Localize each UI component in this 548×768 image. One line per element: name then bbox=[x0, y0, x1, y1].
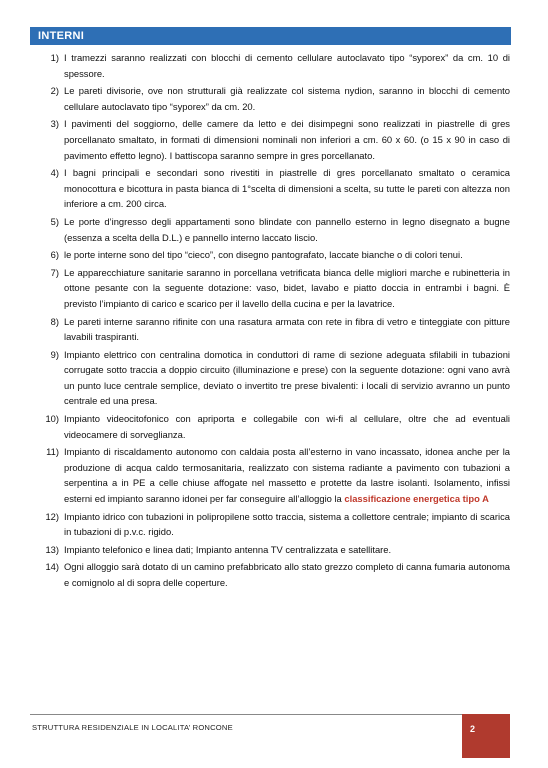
item-number: 13) bbox=[45, 543, 59, 555]
section-header: INTERNI bbox=[30, 27, 511, 45]
list-item bbox=[36, 314, 510, 345]
list-item bbox=[36, 83, 510, 114]
item-number: 5) bbox=[50, 215, 59, 227]
item-number: 8) bbox=[50, 315, 59, 327]
item-number: 12) bbox=[45, 510, 59, 522]
item-text bbox=[64, 444, 510, 506]
footer-divider bbox=[30, 714, 462, 715]
item-number: 4) bbox=[50, 167, 59, 179]
footer-title: STRUTTURA RESIDENZIALE IN LOCALITA’ RONCONE bbox=[32, 723, 233, 732]
list-item bbox=[36, 214, 510, 245]
list-item bbox=[36, 559, 510, 590]
item-number: 14) bbox=[45, 561, 59, 573]
list-item bbox=[36, 509, 510, 540]
item-text-body: Impianto di riscaldamento autonomo con caldaia posta all’esterno in vano incassato, idonea anche per la produzione di acqua caldo termosanitaria, realizzato con sistema radiante a pavimento con tubazioni a serpentina a in PE a celle chiuse affogate nel massetto e protette da lastre isolanti. Isolamento, infissi esterni ed impianto saranno idonei per far conseguire all’alloggio la bbox=[64, 446, 510, 505]
item-number: 2) bbox=[50, 85, 59, 97]
item-text: Le pareti divisorie, ove non strutturali già realizzate col sistema nydion, saranno in blocchi di cemento cellulare autoclavato tipo “syporex” da cm. 20. bbox=[64, 85, 510, 112]
list-item bbox=[36, 165, 510, 212]
list-item bbox=[36, 347, 510, 409]
list-item bbox=[36, 116, 510, 163]
list-item bbox=[36, 265, 510, 312]
item-number: 1) bbox=[50, 52, 59, 63]
item-number: 11) bbox=[46, 446, 59, 458]
list-item bbox=[36, 247, 510, 263]
list-item bbox=[36, 50, 510, 81]
item-number: 10) bbox=[45, 413, 59, 425]
item-text: Impianto elettrico con centralina domotica in conduttori di rame di sezione adeguata sfilabili in tubazioni corrugate sotto traccia a doppio circuito (illuminazione e prese) con la seguente dotazione: ogni vano avrà un punto luce centrale semplice, deviato o invertito tre prese bivalenti: i locali di servizio avranno un punto centrale ed una presa. bbox=[64, 348, 510, 407]
item-text: Le apparecchiature sanitarie saranno in porcellana vetrificata bianca delle migliori marche e rubinetteria in ottone pesante con la seguente dotazione: vaso, bidet, lavabo e piatto doccia in entrambi i bagni. È previsto l’impianto di carico e scarico per il lavello della cucina e per la lavatrice. bbox=[64, 266, 510, 309]
item-number: 7) bbox=[50, 266, 59, 278]
list-item bbox=[36, 411, 510, 442]
item-text: I pavimenti del soggiorno, delle camere da letto e dei disimpegni sono realizzati in piastrelle di gres porcellanato smaltato, in formati di dimensioni nominali non inferiori a cm. 60 x 60. (o 15 x 90 in caso di pavimento effetto legno). I battiscopa saranno sempre in gres porcellanato. bbox=[64, 118, 510, 161]
item-text: Le porte d’ingresso degli appartamenti sono blindate con pannello esterno in legno disegnato a bugne (essenza a scelta della D.L.) e pannello interno laccato liscio. bbox=[64, 215, 510, 243]
specification-list bbox=[36, 50, 510, 593]
item-text: le porte interne sono del tipo “cieco”, con disegno pantografato, laccate bianche o di colori tenui. bbox=[64, 249, 463, 261]
item-text: Le pareti interne saranno rifinite con una rasatura armata con rete in fibra di vetro e tinteggiate con pitture lavabili traspiranti. bbox=[64, 315, 510, 343]
item-text: Impianto telefonico e linea dati; Impianto antenna TV centralizzata e satellitare. bbox=[64, 543, 392, 555]
item-number: 3) bbox=[50, 118, 59, 130]
list-item bbox=[36, 444, 510, 506]
item-number: 9) bbox=[50, 348, 59, 360]
item-text: Impianto videocitofonico con apriporta e collegabile con wi-fi al cellulare, oltre che ad eventuali videocamere di sorveglianza. bbox=[64, 413, 510, 440]
item-text: Ogni alloggio sarà dotato di un camino prefabbricato allo stato grezzo completo di canna fumaria autonoma e comignolo al di sopra delle coperture. bbox=[64, 561, 510, 588]
item-text: I tramezzi saranno realizzati con blocchi di cemento cellulare autoclavato tipo “syporex” da cm. 10 di spessore. bbox=[64, 52, 510, 79]
list-item bbox=[36, 542, 510, 558]
item-text: Impianto idrico con tubazioni in polipropilene sotto traccia, sistema a collettore centrale; impianto di scarica in tubazioni di p.v.c. rigido. bbox=[64, 510, 510, 538]
item-number: 6) bbox=[50, 249, 59, 261]
page-number: 2 bbox=[462, 714, 510, 758]
energy-class-highlight: classificazione energetica tipo A bbox=[344, 493, 489, 505]
item-text: I bagni principali e secondari sono rivestiti in piastrelle di gres porcellanato smaltato o ceramica monocottura e bicottura in pasta bianca di 1°scelta di dimensioni a scelta, su tutte le pareti con altezza non inferiore a cm. 200 circa. bbox=[64, 167, 510, 210]
